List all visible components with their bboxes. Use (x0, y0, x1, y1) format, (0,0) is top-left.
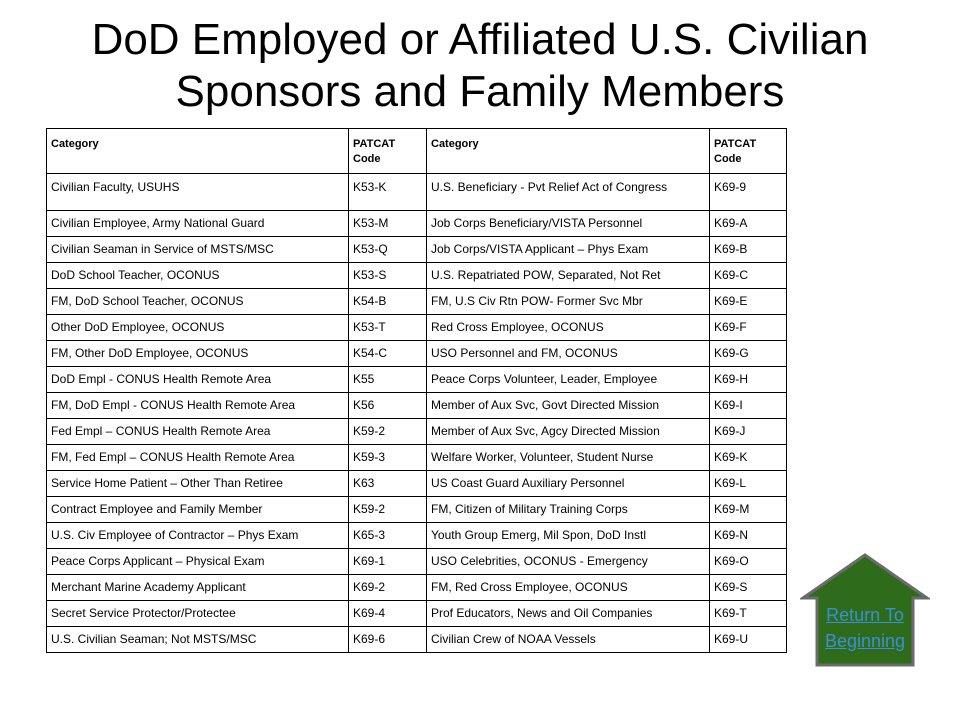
category-cell: FM, Fed Empl – CONUS Health Remote Area (47, 445, 349, 471)
code-cell: K69-S (710, 575, 787, 601)
category-cell: Secret Service Protector/Protectee (47, 601, 349, 627)
slide-title (0, 14, 960, 118)
header-patcat-code-2: PATCAT Code (710, 129, 787, 174)
category-cell: Civilian Employee, Army National Guard (47, 211, 349, 237)
table-row (47, 237, 787, 263)
table-row (47, 315, 787, 341)
code-cell: K56 (349, 393, 427, 419)
table-row (47, 471, 787, 497)
code-cell: K69-C (710, 263, 787, 289)
category-cell: FM, DoD School Teacher, OCONUS (47, 289, 349, 315)
return-to-beginning-link[interactable] (800, 602, 930, 654)
code-cell: K65-3 (349, 523, 427, 549)
code-cell: K55 (349, 367, 427, 393)
code-cell: K53-K (349, 174, 427, 211)
table-row (47, 497, 787, 523)
category-cell: USO Celebrities, OCONUS - Emergency (427, 549, 710, 575)
code-cell: K59-2 (349, 497, 427, 523)
category-cell: Civilian Seaman in Service of MSTS/MSC (47, 237, 349, 263)
category-cell: U.S. Civ Employee of Contractor – Phys Exam (47, 523, 349, 549)
category-cell: Member of Aux Svc, Agcy Directed Mission (427, 419, 710, 445)
return-label-line-1: Return To (826, 605, 904, 625)
code-cell: K69-M (710, 497, 787, 523)
code-cell: K59-2 (349, 419, 427, 445)
table-row (47, 575, 787, 601)
code-cell: K69-N (710, 523, 787, 549)
category-cell: Peace Corps Volunteer, Leader, Employee (427, 367, 710, 393)
code-cell: K53-Q (349, 237, 427, 263)
table-row (47, 549, 787, 575)
category-cell: USO Personnel and FM, OCONUS (427, 341, 710, 367)
return-to-beginning-button[interactable] (800, 552, 930, 668)
category-cell: Contract Employee and Family Member (47, 497, 349, 523)
table-header-row (47, 129, 787, 174)
category-cell: Merchant Marine Academy Applicant (47, 575, 349, 601)
category-cell: Job Corps Beneficiary/VISTA Personnel (427, 211, 710, 237)
code-cell: K59-3 (349, 445, 427, 471)
category-cell: Other DoD Employee, OCONUS (47, 315, 349, 341)
table-row (47, 174, 787, 211)
code-cell: K69-L (710, 471, 787, 497)
code-cell: K69-1 (349, 549, 427, 575)
code-cell: K54-B (349, 289, 427, 315)
table-row (47, 627, 787, 653)
code-cell: K69-4 (349, 601, 427, 627)
category-cell: U.S. Repatriated POW, Separated, Not Ret (427, 263, 710, 289)
category-cell: FM, Other DoD Employee, OCONUS (47, 341, 349, 367)
header-category-2: Category (427, 129, 710, 174)
code-cell: K69-J (710, 419, 787, 445)
category-cell: US Coast Guard Auxiliary Personnel (427, 471, 710, 497)
code-cell: K69-F (710, 315, 787, 341)
code-cell: K53-S (349, 263, 427, 289)
table-row (47, 445, 787, 471)
code-cell: K69-A (710, 211, 787, 237)
code-cell: K69-H (710, 367, 787, 393)
category-cell: FM, DoD Empl - CONUS Health Remote Area (47, 393, 349, 419)
table-row (47, 419, 787, 445)
category-cell: Member of Aux Svc, Govt Directed Mission (427, 393, 710, 419)
category-cell: Fed Empl – CONUS Health Remote Area (47, 419, 349, 445)
patcat-table (46, 128, 787, 653)
code-cell: K54-C (349, 341, 427, 367)
code-cell: K69-6 (349, 627, 427, 653)
category-cell: FM, Red Cross Employee, OCONUS (427, 575, 710, 601)
category-cell: Red Cross Employee, OCONUS (427, 315, 710, 341)
category-cell: Youth Group Emerg, Mil Spon, DoD Instl (427, 523, 710, 549)
table-row (47, 367, 787, 393)
code-cell: K69-O (710, 549, 787, 575)
code-cell: K69-B (710, 237, 787, 263)
category-cell: Civilian Faculty, USUHS (47, 174, 349, 211)
table-row (47, 211, 787, 237)
code-cell: K69-9 (710, 174, 787, 211)
code-cell: K69-2 (349, 575, 427, 601)
code-cell: K69-E (710, 289, 787, 315)
table-row (47, 601, 787, 627)
code-cell: K69-T (710, 601, 787, 627)
table-row (47, 393, 787, 419)
category-cell: U.S. Civilian Seaman; Not MSTS/MSC (47, 627, 349, 653)
table-row (47, 341, 787, 367)
code-cell: K69-K (710, 445, 787, 471)
category-cell: FM, U.S Civ Rtn POW- Former Svc Mbr (427, 289, 710, 315)
category-cell: Service Home Patient – Other Than Retiree (47, 471, 349, 497)
title-line-2: Sponsors and Family Members (175, 67, 785, 116)
category-cell: Civilian Crew of NOAA Vessels (427, 627, 710, 653)
category-cell: DoD Empl - CONUS Health Remote Area (47, 367, 349, 393)
header-patcat-code-1: PATCAT Code (349, 129, 427, 174)
code-cell: K63 (349, 471, 427, 497)
category-cell: FM, Citizen of Military Training Corps (427, 497, 710, 523)
category-cell: Peace Corps Applicant – Physical Exam (47, 549, 349, 575)
title-line-1: DoD Employed or Affiliated U.S. Civilian (91, 15, 869, 64)
table-row (47, 289, 787, 315)
category-cell: Welfare Worker, Volunteer, Student Nurse (427, 445, 710, 471)
code-cell: K69-G (710, 341, 787, 367)
header-category-1: Category (47, 129, 349, 174)
category-cell: U.S. Beneficiary - Pvt Relief Act of Congress (427, 174, 710, 211)
category-cell: Job Corps/VISTA Applicant – Phys Exam (427, 237, 710, 263)
table-row (47, 263, 787, 289)
code-cell: K69-U (710, 627, 787, 653)
category-cell: DoD School Teacher, OCONUS (47, 263, 349, 289)
code-cell: K69-I (710, 393, 787, 419)
return-label-line-2: Beginning (824, 631, 906, 651)
code-cell: K53-M (349, 211, 427, 237)
code-cell: K53-T (349, 315, 427, 341)
category-cell: Prof Educators, News and Oil Companies (427, 601, 710, 627)
table-row (47, 523, 787, 549)
